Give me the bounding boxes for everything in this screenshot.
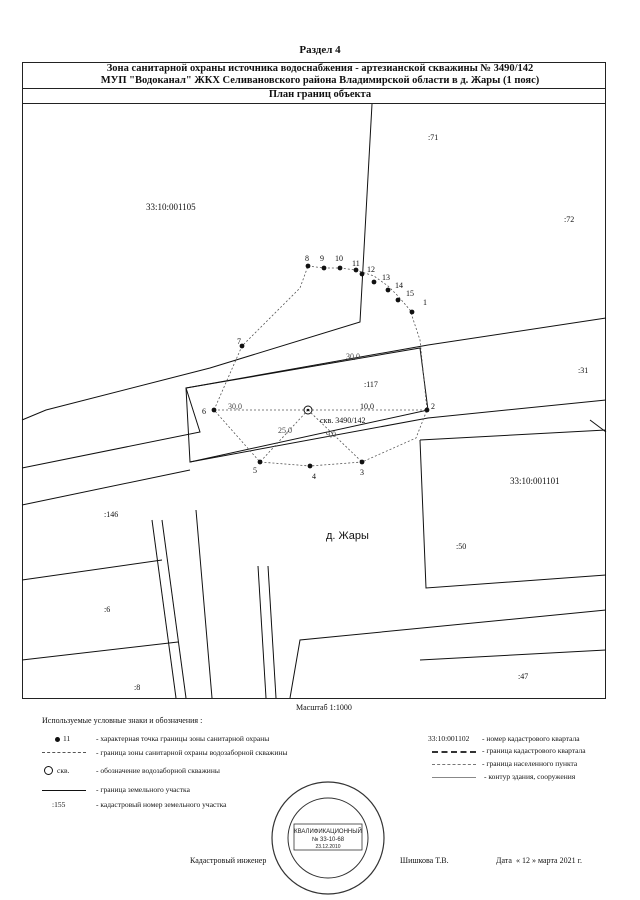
parcel-boundary (420, 440, 606, 588)
parcel-boundary (186, 348, 428, 462)
parcel-label: :8 (134, 683, 141, 692)
point-number: 6 (202, 407, 206, 416)
point-number: 2 (431, 402, 435, 411)
point-number: 11 (352, 259, 360, 268)
legend-cad-desc: - кадастровый номер земельного участка (96, 800, 227, 809)
contour-line-sample (432, 777, 476, 778)
parcel-boundary (190, 400, 606, 462)
point-number: 14 (395, 281, 403, 290)
legend-well-sample: скв. (57, 766, 70, 775)
date-label: Дата (496, 856, 512, 865)
point-number: 8 (305, 254, 309, 263)
parcel-boundary (22, 318, 606, 468)
well-label: скв. 3490/142 (320, 416, 366, 425)
parcel-label: :47 (518, 672, 529, 681)
parcel-boundary (290, 610, 606, 698)
point-number: 4 (312, 472, 316, 481)
stamp-inner-title: КВАЛИФИКАЦИОННЫЙ (294, 829, 362, 835)
legend-zone-desc: - граница зоны санитарной охраны водозаборной скважины (96, 748, 288, 757)
parcel-boundary (196, 510, 212, 698)
village-label: д. Жары (326, 530, 369, 542)
point-number: 7 (237, 337, 241, 346)
cadastral-block-label: 33:10:001101 (510, 476, 560, 486)
parcel-label: :71 (428, 133, 439, 142)
document-title-line1: Зона санитарной охраны источника водоснабжения - артезианской скважины № 3490/142 (106, 63, 534, 74)
point-number: 15 (406, 289, 414, 298)
document-title-line2: МУП "Водоканал" ЖКХ Селивановского района Владимирской области в д. Жары (1 пояс) (100, 75, 540, 86)
block-border-sample (432, 751, 476, 753)
distance-label: 9,0 (326, 430, 336, 439)
engineer-label: Кадастровый инженер (190, 856, 267, 865)
parcel-boundary (152, 520, 176, 698)
parcel-line-sample (42, 790, 86, 791)
parcel-boundary (420, 650, 606, 660)
point-number: 9 (320, 254, 324, 263)
legend-point-desc: - характерная точка границы зоны санитарной охраны (96, 734, 270, 743)
cadastral-block-label: 33:10:001105 (146, 202, 196, 212)
sanitary-zone-boundary (214, 266, 427, 466)
distance-label: 10,0 (360, 402, 374, 411)
parcel-boundary (420, 430, 606, 440)
parcel-boundary (22, 470, 190, 505)
legend-settlement-desc: - граница населенного пункта (482, 759, 578, 768)
point-marker-icon (55, 737, 60, 742)
legend-title: Используемые условные знаки и обозначения : (42, 716, 203, 725)
parcel-label: :146 (104, 510, 119, 519)
parcel-boundary (258, 566, 266, 698)
parcel-label: :6 (104, 605, 111, 614)
parcel-label: :50 (456, 542, 467, 551)
seal-stamp (268, 778, 388, 898)
legend-block-desc: - номер кадастрового квартала (482, 734, 580, 743)
stamp-inner-number: № 33-10-68 (311, 837, 345, 843)
well-symbol-icon (44, 766, 53, 775)
legend-block-border-desc: - граница кадастрового квартала (482, 746, 586, 755)
point-number: 10 (335, 254, 343, 263)
parcel-label: :72 (564, 215, 575, 224)
point-number: 1 (423, 298, 427, 307)
distance-label: 30,0 (346, 352, 360, 361)
parcel-boundary (268, 566, 276, 698)
legend-cad-sample: :155 (52, 800, 66, 809)
parcel-label: :31 (578, 366, 589, 375)
section-title: Раздел 4 (299, 44, 341, 56)
parcel-boundary (162, 520, 186, 698)
point-number: 3 (360, 468, 364, 477)
zone-line-sample (42, 752, 86, 753)
settlement-line-sample (432, 764, 476, 765)
engineer-name: Шишкова Т.В. (400, 856, 449, 865)
parcel-boundary (22, 642, 178, 660)
point-number: 12 (367, 265, 375, 274)
point-number: 5 (253, 466, 257, 475)
legend-contour-desc: - контур здания, сооружения (484, 772, 576, 781)
map-scale: Масштаб 1:1000 (296, 703, 352, 712)
parcel-label: :117 (364, 380, 378, 389)
distance-label: 25,0 (278, 426, 292, 435)
point-number: 13 (382, 273, 390, 282)
parcel-boundary (22, 560, 162, 580)
legend-point-sample: 11 (63, 734, 71, 743)
stamp-inner-date: 23.12.2010 (315, 844, 341, 850)
date-value: « 12 » марта 2021 г. (516, 856, 582, 865)
legend-well-desc: - обозначение водозаборной скважины (96, 766, 220, 775)
distance-label: 30,0 (228, 402, 242, 411)
legend-parcel-desc: - граница земельного участка (96, 785, 190, 794)
plan-title: План границ объекта (268, 89, 372, 100)
legend-block-sample: 33:10:001102 (428, 734, 470, 743)
